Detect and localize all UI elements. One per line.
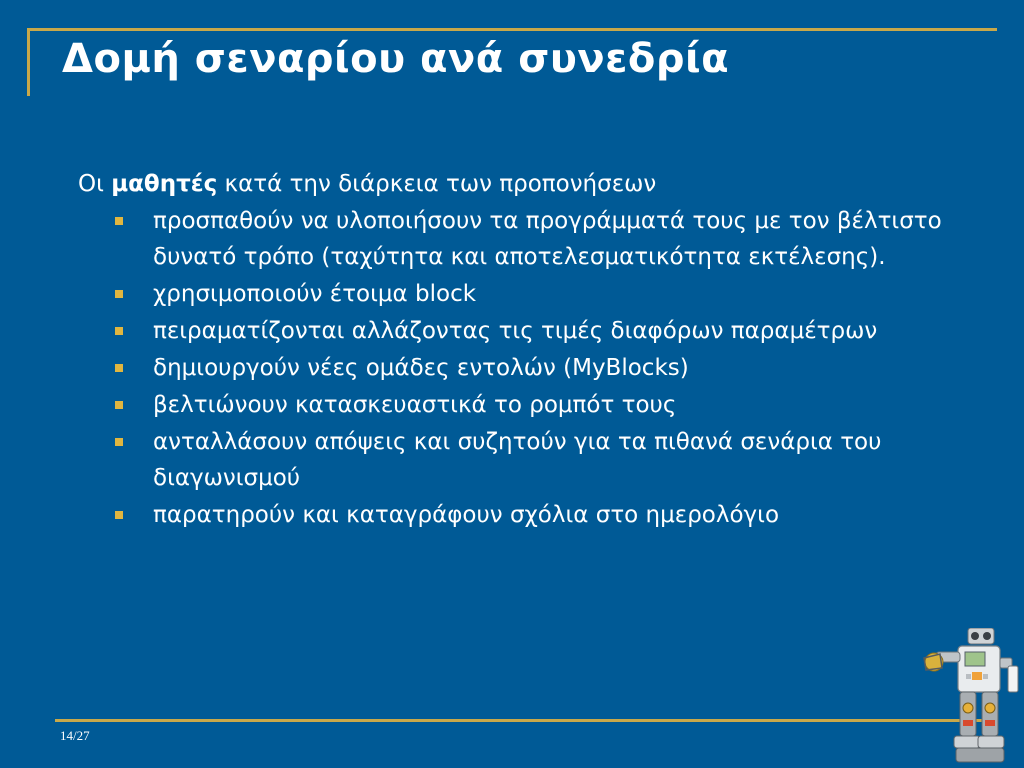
square-bullet-icon bbox=[115, 438, 123, 446]
intro-prefix: Οι bbox=[78, 171, 112, 197]
bullet-text: παρατηρούν και καταγράφουν σχόλια στο ημερολόγιο bbox=[153, 502, 780, 528]
square-bullet-icon bbox=[115, 290, 123, 298]
bullet-item bbox=[78, 276, 998, 312]
slide-body bbox=[78, 166, 998, 534]
square-bullet-icon bbox=[115, 511, 123, 519]
robot-icon bbox=[920, 628, 1024, 768]
bullet-item bbox=[78, 497, 998, 533]
bullet-text: χρησιμοποιούν έτοιμα block bbox=[153, 281, 477, 307]
square-bullet-icon bbox=[115, 364, 123, 372]
footer-rule bbox=[55, 719, 997, 722]
bullet-text: δημιουργούν νέες ομάδες εντολών (MyBlocks) bbox=[153, 355, 689, 381]
intro-bold-word: μαθητές bbox=[111, 171, 218, 197]
square-bullet-icon bbox=[115, 327, 123, 335]
page-number bbox=[60, 728, 90, 744]
slide-title: Δομή σεναρίου ανά συνεδρία bbox=[62, 36, 730, 82]
title-frame-top-rule bbox=[27, 28, 997, 31]
bullet-text: προσπαθούν να υλοποιήσουν τα προγράμματά τους με τον βέλτιστο δυνατό τρόπο (ταχύτητα και αποτελεσματικότητα εκτέλεσης). bbox=[153, 208, 942, 270]
bullet-text: ανταλλάσουν απόψεις και συζητούν για τα πιθανά σενάρια του διαγωνισμού bbox=[153, 429, 882, 491]
square-bullet-icon bbox=[115, 401, 123, 409]
square-bullet-icon bbox=[115, 217, 123, 225]
bullet-list bbox=[78, 203, 998, 533]
page-current: 14 bbox=[60, 728, 73, 743]
bullet-item bbox=[78, 313, 998, 349]
page-separator: / bbox=[73, 728, 77, 743]
title-frame-left-rule bbox=[27, 28, 30, 96]
bullet-item bbox=[78, 350, 998, 386]
intro-line bbox=[78, 166, 998, 202]
intro-suffix: κατά την διάρκεια των προπονήσεων bbox=[217, 171, 657, 197]
bullet-item bbox=[78, 387, 998, 423]
bullet-item bbox=[78, 424, 998, 496]
bullet-text: βελτιώνουν κατασκευαστικά το ρομπότ τους bbox=[153, 392, 677, 418]
page-total: 27 bbox=[76, 728, 90, 743]
bullet-item bbox=[78, 203, 998, 275]
bullet-text: πειραματίζονται αλλάζοντας τις τιμές διαφόρων παραμέτρων bbox=[153, 318, 878, 344]
